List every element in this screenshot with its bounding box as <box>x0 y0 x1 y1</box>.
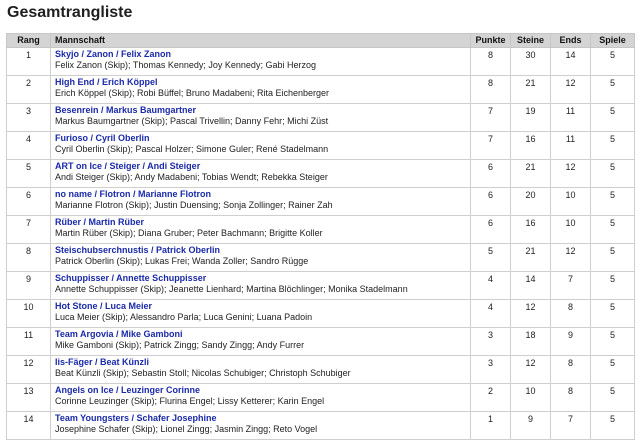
ends-cell: 9 <box>551 328 591 356</box>
team-name-link[interactable]: Besenrein / Markus Baumgartner <box>55 105 197 115</box>
table-header-row <box>7 34 635 48</box>
stones-cell: 21 <box>511 160 551 188</box>
table-row <box>7 356 635 384</box>
team-cell <box>51 356 471 384</box>
points-cell: 5 <box>471 244 511 272</box>
team-name-link[interactable]: no name / Flotron / Marianne Flotron <box>55 189 212 199</box>
ends-cell: 8 <box>551 300 591 328</box>
ends-cell: 12 <box>551 76 591 104</box>
games-cell: 5 <box>591 216 635 244</box>
team-players: Martin Rüber (Skip); Diana Gruber; Peter Bachmann; Brigitte Koller <box>55 228 323 238</box>
team-cell <box>51 412 471 440</box>
team-players: Erich Köppel (Skip); Robi Büffel; Bruno Madabeni; Rita Eichenberger <box>55 88 329 98</box>
stones-cell: 14 <box>511 272 551 300</box>
games-cell: 5 <box>591 48 635 76</box>
table-row <box>7 48 635 76</box>
rank-cell: 11 <box>7 328 51 356</box>
ends-cell: 8 <box>551 384 591 412</box>
header-games[interactable]: Spiele <box>591 34 635 48</box>
rank-cell: 1 <box>7 48 51 76</box>
team-cell <box>51 216 471 244</box>
header-stones[interactable]: Steine <box>511 34 551 48</box>
team-name-link[interactable]: Schuppisser / Annette Schuppisser <box>55 273 207 283</box>
team-name-link[interactable]: ART on Ice / Steiger / Andi Steiger <box>55 161 201 171</box>
header-points[interactable]: Punkte <box>471 34 511 48</box>
stones-cell: 12 <box>511 300 551 328</box>
team-name-link[interactable]: Steischubserchnustis / Patrick Oberlin <box>55 245 221 255</box>
stones-cell: 20 <box>511 188 551 216</box>
team-players: Marianne Flotron (Skip); Justin Duensing; Sonja Zollinger; Rainer Zah <box>55 200 333 210</box>
stones-cell: 16 <box>511 216 551 244</box>
stones-cell: 9 <box>511 412 551 440</box>
team-players: Mike Gamboni (Skip); Patrick Zingg; Sandy Zingg; Andy Furrer <box>55 340 305 350</box>
table-row <box>7 76 635 104</box>
ends-cell: 7 <box>551 412 591 440</box>
games-cell: 5 <box>591 76 635 104</box>
rank-cell: 8 <box>7 244 51 272</box>
points-cell: 2 <box>471 384 511 412</box>
team-name-link[interactable]: Team Youngsters / Schafer Josephine <box>55 413 217 423</box>
team-players: Corinne Leuzinger (Skip); Flurina Engel; Lissy Ketterer; Karin Engel <box>55 396 325 406</box>
games-cell: 5 <box>591 412 635 440</box>
table-row <box>7 244 635 272</box>
table-body <box>7 48 635 440</box>
ends-cell: 12 <box>551 160 591 188</box>
table-row <box>7 328 635 356</box>
team-players: Andi Steiger (Skip); Andy Madabeni; Tobias Wendt; Rebekka Steiger <box>55 172 328 182</box>
stones-cell: 21 <box>511 76 551 104</box>
team-cell <box>51 76 471 104</box>
points-cell: 8 <box>471 48 511 76</box>
team-cell <box>51 272 471 300</box>
rank-cell: 10 <box>7 300 51 328</box>
stones-cell: 12 <box>511 356 551 384</box>
team-players: Felix Zanon (Skip); Thomas Kennedy; Joy Kennedy; Gabi Herzog <box>55 60 316 70</box>
team-cell <box>51 160 471 188</box>
table-row <box>7 188 635 216</box>
stones-cell: 16 <box>511 132 551 160</box>
team-players: Josephine Schafer (Skip); Lionel Zingg; Jasmin Zingg; Reto Vogel <box>55 424 318 434</box>
points-cell: 3 <box>471 328 511 356</box>
table-row <box>7 104 635 132</box>
ends-cell: 12 <box>551 244 591 272</box>
games-cell: 5 <box>591 272 635 300</box>
points-cell: 6 <box>471 216 511 244</box>
team-cell <box>51 188 471 216</box>
games-cell: 5 <box>591 244 635 272</box>
rank-cell: 13 <box>7 384 51 412</box>
rank-cell: 4 <box>7 132 51 160</box>
table-row <box>7 132 635 160</box>
stones-cell: 18 <box>511 328 551 356</box>
games-cell: 5 <box>591 300 635 328</box>
table-row <box>7 216 635 244</box>
table-row <box>7 272 635 300</box>
points-cell: 7 <box>471 104 511 132</box>
team-name-link[interactable]: Angels on Ice / Leuzinger Corinne <box>55 385 201 395</box>
points-cell: 4 <box>471 300 511 328</box>
rank-cell: 3 <box>7 104 51 132</box>
ends-cell: 8 <box>551 356 591 384</box>
team-name-link[interactable]: Hot Stone / Luca Meier <box>55 301 153 311</box>
stones-cell: 21 <box>511 244 551 272</box>
rank-cell: 9 <box>7 272 51 300</box>
header-rank[interactable]: Rang <box>7 34 51 48</box>
points-cell: 3 <box>471 356 511 384</box>
ends-cell: 11 <box>551 132 591 160</box>
team-cell <box>51 300 471 328</box>
ends-cell: 7 <box>551 272 591 300</box>
ends-cell: 10 <box>551 216 591 244</box>
team-name-link[interactable]: Skyjo / Zanon / Felix Zanon <box>55 49 172 59</box>
team-players: Annette Schuppisser (Skip); Jeanette Lienhard; Martina Blöchlinger; Monika Stadelmann <box>55 284 408 294</box>
games-cell: 5 <box>591 160 635 188</box>
points-cell: 4 <box>471 272 511 300</box>
header-ends[interactable]: Ends <box>551 34 591 48</box>
rank-cell: 7 <box>7 216 51 244</box>
team-cell <box>51 244 471 272</box>
team-players: Luca Meier (Skip); Alessandro Parla; Luca Genini; Luana Padoin <box>55 312 313 322</box>
games-cell: 5 <box>591 188 635 216</box>
team-cell <box>51 104 471 132</box>
stones-cell: 30 <box>511 48 551 76</box>
team-players: Markus Baumgartner (Skip); Pascal Trivellin; Danny Fehr; Michi Züst <box>55 116 329 126</box>
team-players: Beat Künzli (Skip); Sebastin Stoll; Nicolas Schubiger; Christoph Schubiger <box>55 368 351 378</box>
rank-cell: 12 <box>7 356 51 384</box>
rank-cell: 5 <box>7 160 51 188</box>
header-team[interactable]: Mannschaft <box>51 34 471 48</box>
stones-cell: 19 <box>511 104 551 132</box>
standings-table <box>6 33 635 440</box>
stones-cell: 10 <box>511 384 551 412</box>
rank-cell: 6 <box>7 188 51 216</box>
team-cell <box>51 48 471 76</box>
points-cell: 7 <box>471 132 511 160</box>
team-players: Patrick Oberlin (Skip); Lukas Frei; Wanda Zoller; Sandro Rügge <box>55 256 309 266</box>
team-name-link[interactable]: Rüber / Martin Rüber <box>55 217 145 227</box>
ends-cell: 11 <box>551 104 591 132</box>
table-row <box>7 160 635 188</box>
games-cell: 5 <box>591 356 635 384</box>
team-cell <box>51 132 471 160</box>
rank-cell: 14 <box>7 412 51 440</box>
team-name-link[interactable]: Iis-Fäger / Beat Künzli <box>55 357 150 367</box>
team-name-link[interactable]: Team Argovia / Mike Gamboni <box>55 329 183 339</box>
page-title: Gesamtrangliste <box>7 4 133 21</box>
points-cell: 6 <box>471 188 511 216</box>
team-name-link[interactable]: Furioso / Cyril Oberlin <box>55 133 150 143</box>
table-row <box>7 300 635 328</box>
games-cell: 5 <box>591 104 635 132</box>
rank-cell: 2 <box>7 76 51 104</box>
games-cell: 5 <box>591 132 635 160</box>
points-cell: 1 <box>471 412 511 440</box>
team-players: Cyril Oberlin (Skip); Pascal Holzer; Simone Guler; René Stadelmann <box>55 144 329 154</box>
team-name-link[interactable]: High End / Erich Köppel <box>55 77 158 87</box>
team-cell <box>51 384 471 412</box>
team-cell <box>51 328 471 356</box>
table-row <box>7 384 635 412</box>
games-cell: 5 <box>591 384 635 412</box>
points-cell: 8 <box>471 76 511 104</box>
ends-cell: 14 <box>551 48 591 76</box>
table-row <box>7 412 635 440</box>
ends-cell: 10 <box>551 188 591 216</box>
points-cell: 6 <box>471 160 511 188</box>
games-cell: 5 <box>591 328 635 356</box>
